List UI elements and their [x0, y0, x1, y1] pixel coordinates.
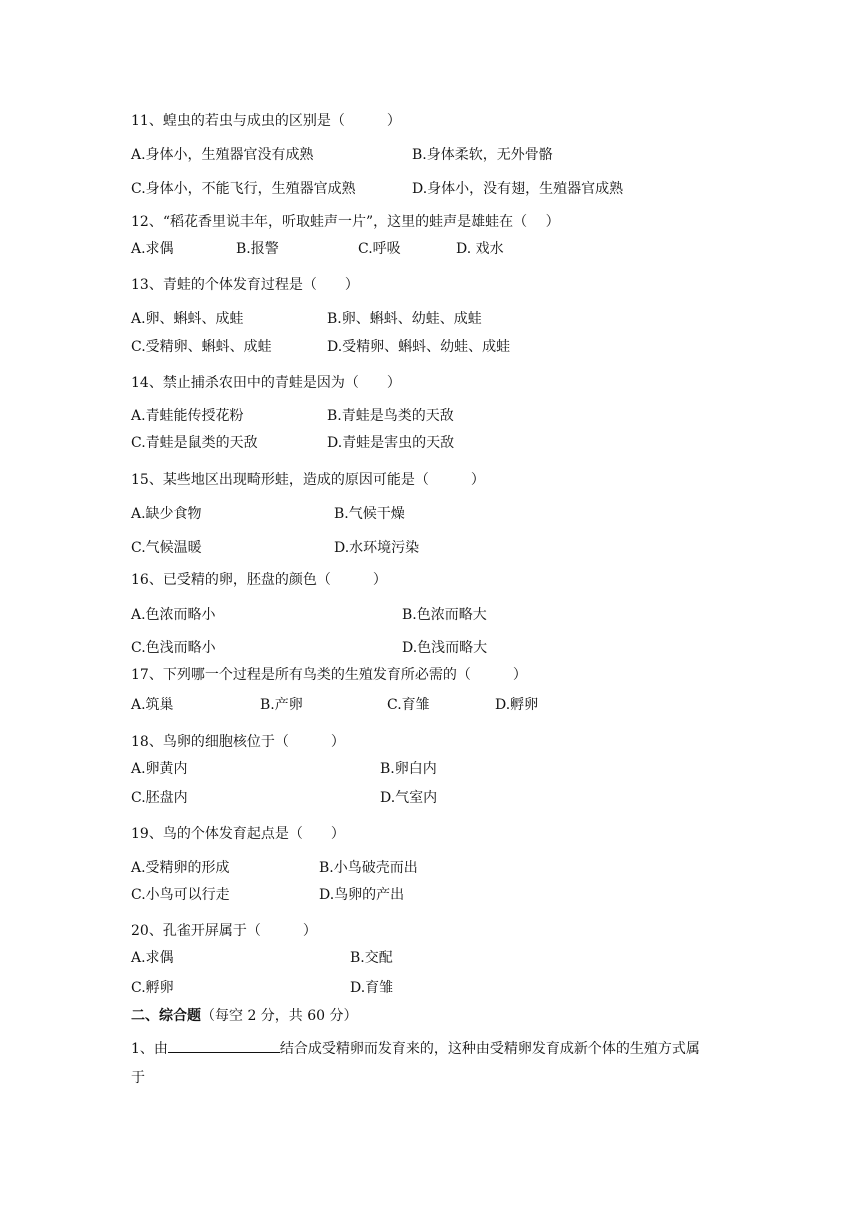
option-12-a: A.求偶 [131, 241, 174, 257]
option-19-b: B.小鸟破壳而出 [319, 860, 418, 876]
option-19-c: C.小鸟可以行走 [131, 887, 230, 903]
question-16: 16、已受精的卵，胚盘的颜色（ ） [131, 572, 387, 588]
option-13-b: B.卵、蝌蚪、幼蛙、成蛙 [327, 311, 482, 327]
option-11-b: B.身体柔软，无外骨骼 [412, 147, 553, 163]
option-13-a: A.卵、蝌蚪、成蛙 [131, 311, 244, 327]
option-14-a: A.青蛙能传授花粉 [131, 408, 244, 424]
item1-continuation: 于 [131, 1070, 145, 1086]
question-11: 11、蝗虫的若虫与成虫的区别是（ ） [131, 113, 401, 129]
section-title: 二、综合题 [131, 1008, 201, 1024]
option-16-b: B.色浓而略大 [402, 607, 487, 623]
option-12-d: D. 戏水 [456, 241, 504, 257]
option-15-d: D.水环境污染 [334, 540, 420, 556]
question-12: 12、“稻花香里说丰年，听取蛙声一片”，这里的蛙声是雄蛙在（ ） [131, 214, 560, 230]
option-13-c: C.受精卵、蝌蚪、成蛙 [131, 339, 272, 355]
question-14: 14、禁止捕杀农田中的青蛙是因为（ ） [131, 375, 401, 391]
question-13: 13、青蛙的个体发育过程是（ ） [131, 277, 359, 293]
option-15-c: C.气候温暖 [131, 540, 202, 556]
option-17-d: D.孵卵 [495, 697, 539, 713]
option-17-a: A.筑巢 [131, 697, 174, 713]
option-12-b: B.报警 [236, 241, 279, 257]
option-11-a: A.身体小，生殖器官没有成熟 [131, 147, 314, 163]
option-12-c: C.呼吸 [358, 241, 401, 257]
option-16-c: C.色浅而略小 [131, 640, 216, 656]
option-20-b: B.交配 [350, 950, 393, 966]
answer-blank[interactable] [168, 1038, 280, 1053]
question-15: 15、某些地区出现畸形蛙，造成的原因可能是（ ） [131, 472, 485, 488]
question-19: 19、鸟的个体发育起点是（ ） [131, 826, 345, 842]
option-15-a: A.缺少食物 [131, 506, 202, 522]
question-20: 20、孔雀开屏属于（ ） [131, 923, 317, 939]
option-16-d: D.色浅而略大 [402, 640, 488, 656]
option-20-d: D.育雏 [350, 980, 394, 996]
option-17-c: C.育雏 [387, 697, 430, 713]
item1-text: 结合成受精卵而发育来的，这种由受精卵发育成新个体的生殖方式属 [279, 1041, 700, 1057]
question-18: 18、鸟卵的细胞核位于（ ） [131, 734, 345, 750]
option-16-a: A.色浓而略小 [131, 607, 216, 623]
option-18-c: C.胚盘内 [131, 790, 188, 806]
question-17: 17、下列哪一个过程是所有鸟类的生殖发育所必需的（ ） [131, 667, 527, 683]
option-14-d: D.青蛙是害虫的天敌 [327, 435, 455, 451]
option-13-d: D.受精卵、蝌蚪、幼蛙、成蛙 [327, 339, 511, 355]
option-14-b: B.青蛙是鸟类的天敌 [327, 408, 454, 424]
section-heading [131, 1007, 358, 1025]
section-note: （每空 2 分，共 60 分） [201, 1008, 358, 1024]
option-14-c: C.青蛙是鼠类的天敌 [131, 435, 258, 451]
option-20-c: C.孵卵 [131, 980, 174, 996]
item1-prefix: 1、由 [131, 1041, 168, 1057]
option-11-d: D.身体小，没有翅，生殖器官成熟 [412, 181, 624, 197]
option-11-c: C.身体小，不能飞行，生殖器官成熟 [131, 181, 356, 197]
option-19-d: D.鸟卵的产出 [319, 887, 405, 903]
fill-in-item-1 [131, 1038, 700, 1058]
option-18-a: A.卵黄内 [131, 761, 188, 777]
option-20-a: A.求偶 [131, 950, 174, 966]
option-18-b: B.卵白内 [380, 761, 437, 777]
option-19-a: A.受精卵的形成 [131, 860, 230, 876]
option-18-d: D.气室内 [380, 790, 438, 806]
option-15-b: B.气候干燥 [334, 506, 405, 522]
option-17-b: B.产卵 [260, 697, 303, 713]
